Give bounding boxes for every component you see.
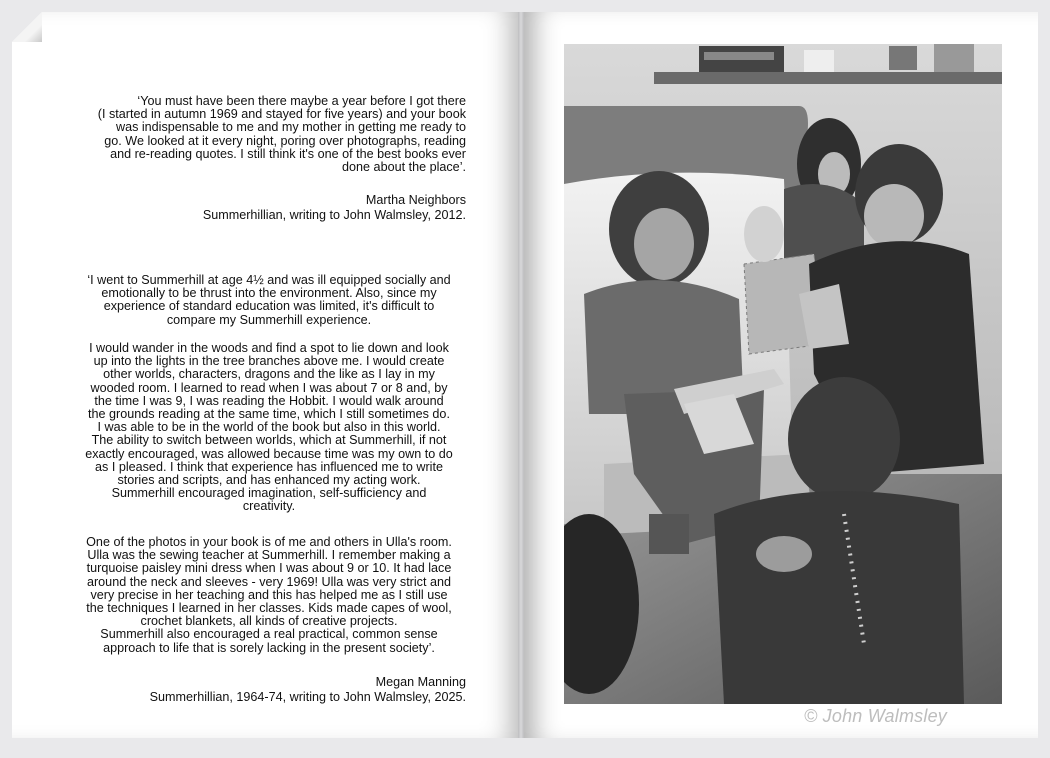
- quote-line: compare my Summerhill experience.: [166, 312, 372, 327]
- quote-megan-para-1: [72, 274, 466, 327]
- author-attribution: Summerhillian, 1964-74, writing to John Walmsley, 2025.: [149, 690, 466, 705]
- quote-megan-signature: [72, 676, 466, 704]
- quote-line: the time I was 9, I was reading the Hobbit. I would walk around: [94, 393, 444, 408]
- quote-line: approach to life that is sorely lacking in the present society’.: [103, 640, 435, 655]
- photo-credit: © John Walmsley: [804, 706, 947, 726]
- quote-line: wooded room. I learned to read when I was about 7 or 8 and, by: [90, 380, 448, 395]
- quote-line: the grounds reading at the same time, which I still sometimes do.: [88, 407, 450, 422]
- quote-line: and re-reading quotes. I still think it's one of the best books ever: [110, 146, 466, 161]
- quote-line: was indispensable to me and my mother in getting me ready to: [115, 120, 466, 135]
- quote-megan-para-3: [72, 536, 466, 655]
- quote-line: stories and scripts, and has enhanced my acting work.: [117, 473, 421, 488]
- page-curl-icon[interactable]: [12, 12, 42, 42]
- quote-line: (I started in autumn 1969 and stayed for five years) and your book: [97, 107, 466, 122]
- quote-line: ‘I went to Summerhill at age 4½ and was ill equipped socially and: [87, 273, 451, 287]
- quote-line: up into the lights in the tree branches above me. I would create: [93, 354, 445, 369]
- author-attribution: Summerhillian, writing to John Walmsley, 2012.: [202, 208, 466, 223]
- quote-line: Ulla was the sewing teacher at Summerhill. I remember making a: [87, 548, 451, 563]
- quote-line: ‘You must have been there maybe a year before I got there: [137, 94, 466, 108]
- quote-line: creativity.: [242, 499, 296, 514]
- author-name: Megan Manning: [375, 675, 466, 689]
- sewing-room-photo: [564, 44, 1002, 704]
- photo-illustration: [564, 44, 1002, 704]
- quote-line: other worlds, characters, dragons and the like as I lay in my: [103, 367, 435, 382]
- quote-line: exactly encouraged, was allowed because time was my own to do: [85, 446, 453, 461]
- quote-line: go. We looked at it every night, poring over photographs, reading: [104, 133, 466, 148]
- quote-line: very precise in her teaching and this has helped me as I still use: [90, 587, 448, 602]
- quote-line: emotionally to be thrust into the environment. Also, since my: [101, 286, 437, 301]
- right-page[interactable]: [524, 12, 1038, 738]
- author-name: Martha Neighbors: [365, 193, 466, 207]
- quote-line: crochet blankets, all kinds of creative projects.: [140, 614, 398, 629]
- quote-line: Summerhill encouraged imagination, self-sufficiency and: [111, 486, 427, 501]
- quote-line: turquoise paisley mini dress when I was about 9 or 10. It had lace: [86, 561, 452, 576]
- quote-line: around the neck and sleeves - very 1969! Ulla was very strict and: [86, 574, 451, 589]
- quote-line: I would wander in the woods and find a spot to lie down and look: [89, 341, 449, 355]
- book-spread: [12, 12, 1038, 738]
- quote-line: as I pleased. I think that experience has influenced me to write: [95, 459, 443, 474]
- quote-line: experience of standard education was limited, it's difficult to: [103, 299, 435, 314]
- quote-line: the techniques I learned in her classes. Kids made capes of wool,: [86, 601, 452, 616]
- quote-line: The ability to switch between worlds, which at Summerhill, if not: [91, 433, 447, 448]
- quote-megan-para-2: [72, 342, 466, 514]
- quote-line: done about the place’.: [342, 160, 466, 175]
- quote-line: Summerhill also encouraged a real practical, common sense: [100, 627, 438, 642]
- quote-line: One of the photos in your book is of me and others in Ulla's room.: [86, 535, 452, 549]
- quote-martha-body: [72, 95, 466, 174]
- quote-martha-signature: [72, 194, 466, 222]
- quote-line: I was able to be in the world of the book but also in this world.: [97, 420, 441, 435]
- left-page[interactable]: [12, 12, 518, 738]
